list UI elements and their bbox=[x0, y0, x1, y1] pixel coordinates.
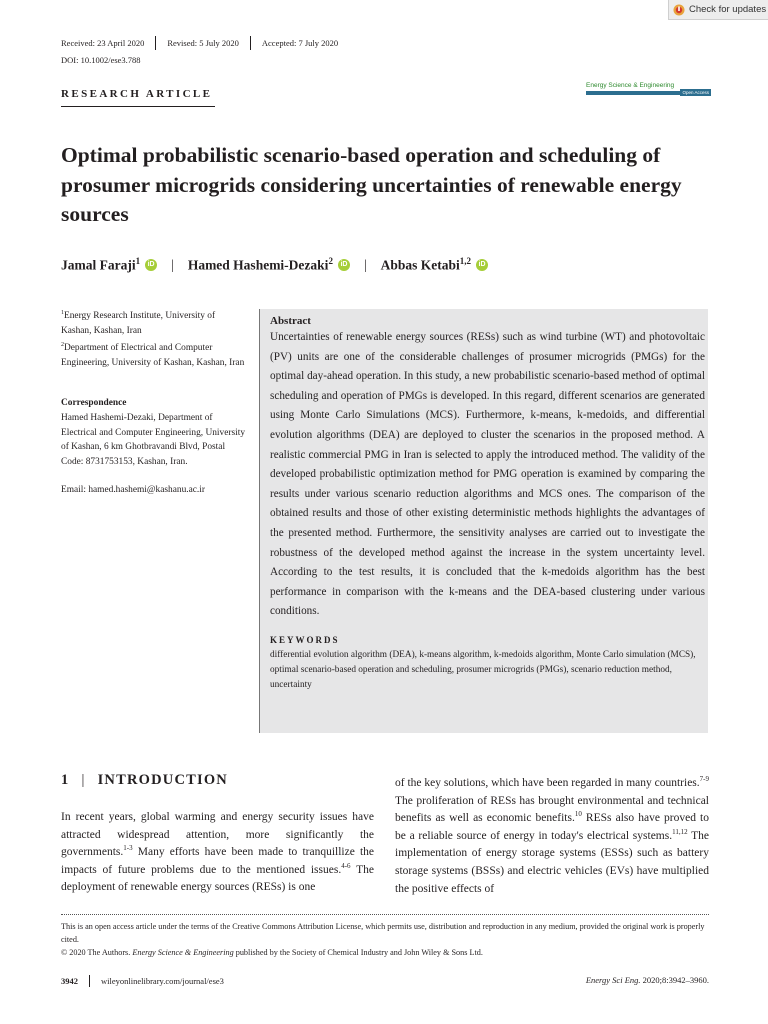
footer-divider bbox=[61, 914, 709, 915]
citation-link[interactable]: 7-9 bbox=[699, 775, 710, 784]
journal-logo-bar bbox=[586, 91, 711, 95]
divider bbox=[61, 106, 215, 107]
journal-citation: Energy Sci Eng. 2020;8:3942–3960. bbox=[585, 975, 709, 985]
open-access-badge: Open Access bbox=[682, 90, 709, 95]
body-column-left: In recent years, global warming and energy security issues have attracted widespread attention, more significantly the governments.$^{1-3}$ Many efforts have been made to tranquillize the impacts of future problems due to the mentioned issues.$^{4-6}$ The deployment of renewable energy sources (RESs) is one bbox=[61, 811, 374, 894]
abstract-box bbox=[259, 309, 708, 733]
author-separator: | bbox=[171, 256, 174, 272]
abstract-text: Uncertainties of renewable energy sources (RESs) such as wind turbine (WT) and photovoltaic (PV) units are one of the considerable challenges of prosumer microgrids (PMGs) for the optimal day-ahead operation. In this study, a new probabilistic scenario-based method of optimal scheduling and operation of PMGs is developed. In this regard, different scenarios are generated using Monte Carlo Simulations (MCS). Furthermore, k-means, k-medoids, and differential evolution algorithms (DEA) are deployed to cluster the scenarios in the proposed method. A realistic commercial PMG in Iran is selected to apply the introduced method. The validity of the developed probabilistic optimization method for PMG operation is examined by comparing the results under various scenario reduction algorithms and MCS ones. The comparison of the obtained results and those of other existing deterministic methods highlights the advantages of the presented method. Furthermore, the sensitivity analyses are carried out to investigate the robustness of the developed method against the increase in the system uncertainty level. According to the test results, it is concluded that the k-medoids algorithm has the best performance in comparison with the k-means and the DEA-based clustering under various conditions. bbox=[270, 331, 705, 618]
page-number: 3942 bbox=[61, 976, 78, 986]
author-name[interactable]: Jamal Faraji$^1$ bbox=[61, 256, 141, 273]
article-type: RESEARCH ARTICLE bbox=[61, 88, 213, 100]
orcid-icon[interactable]: iD bbox=[338, 259, 350, 271]
check-updates-label: Check for updates bbox=[689, 4, 767, 15]
orcid-icon[interactable]: iD bbox=[476, 259, 488, 271]
correspondence-heading: Correspondence bbox=[61, 398, 127, 408]
article-title: Optimal probabilistic scenario-based operation and scheduling of prosumer microgrids considering uncertainties of renewable energy sources bbox=[61, 143, 682, 226]
divider bbox=[89, 975, 90, 987]
divider bbox=[250, 36, 251, 50]
author-list bbox=[61, 256, 488, 274]
journal-url[interactable]: wileyonlinelibrary.com/journal/ese3 bbox=[101, 976, 224, 986]
article-history bbox=[61, 36, 338, 50]
citation-link[interactable]: 11,12 bbox=[672, 827, 688, 836]
accepted-date: Accepted: 7 July 2020 bbox=[261, 38, 339, 48]
author-separator: | bbox=[363, 256, 367, 272]
received-date: Received: 23 April 2020 bbox=[61, 38, 145, 48]
affiliation: $^2$Department of Electrical and Computer Engineering, University of Kashan, Kashan, Iran bbox=[61, 342, 245, 368]
author-name[interactable]: Abbas Ketabi$^{1,2}$ bbox=[380, 256, 472, 273]
author-name[interactable]: Hamed Hashemi-Dezaki$^2$ bbox=[187, 256, 333, 273]
journal-logo-name: Energy Science & Engineering bbox=[586, 82, 675, 89]
citation-link[interactable]: 4-6 bbox=[341, 861, 351, 870]
citation-link[interactable]: 10 bbox=[574, 810, 582, 819]
keywords-text: differential evolution algorithm (DEA), k-means algorithm, k-medoids algorithm, Monte Carlo simulation (MCS), optimal scenario-based operation and scheduling, prosumer microgrids (PMGs), scenario reduction method, uncertainty bbox=[270, 649, 696, 691]
abstract-heading: Abstract bbox=[270, 315, 311, 327]
correspondence-body: Hamed Hashemi-Dezaki, Department of Electrical and Computer Engineering, University of Kashan, 6 km Ghotbravandi Blvd, Postal Code: 8731753153, Kashan, Iran. bbox=[61, 413, 246, 467]
doi-link[interactable]: DOI: 10.1002/ese3.788 bbox=[61, 55, 141, 65]
page-footer-left bbox=[61, 975, 224, 987]
body-column-right: of the key solutions, which have been regarded in many countries.$^{7-9}$ The proliferation of RESs has brought environmental and technical benefits as well as economic benefits.$^{10}$ RESs also have proved to be a reliable source of energy in today's electrical systems.$^{11,12}$ The implementation of energy storage systems (ESSs) such as battery storage systems (BSSs) and electric vehicles (EVs) have multiplied the positive effects of bbox=[395, 775, 710, 895]
check-for-updates-button[interactable] bbox=[668, 0, 768, 20]
revised-date: Revised: 5 July 2020 bbox=[167, 38, 239, 48]
check-updates-icon bbox=[673, 4, 685, 16]
divider bbox=[155, 36, 156, 50]
citation-link[interactable]: 1-3 bbox=[123, 844, 133, 853]
correspondence-email[interactable]: Email: hamed.hashemi@kashanu.ac.ir bbox=[61, 485, 206, 495]
license-notice: This is an open access article under the terms of the Creative Commons Attribution License, which permits use, distribution and reproduction in any medium, provided the original work is properly cited. bbox=[61, 922, 705, 944]
copyright-notice: © 2020 The Authors. Energy Science & Engineering published by the Society of Chemical Industry and John Wiley & Sons Ltd. bbox=[61, 948, 483, 957]
keywords-heading: KEYWORDS bbox=[270, 634, 340, 645]
orcid-icon[interactable]: iD bbox=[145, 259, 157, 271]
journal-logo bbox=[586, 82, 711, 95]
affiliation: $^1$Energy Research Institute, University of Kashan, Kashan, Iran bbox=[61, 310, 216, 336]
section-heading: 1 | INTRODUCTION bbox=[61, 772, 228, 788]
